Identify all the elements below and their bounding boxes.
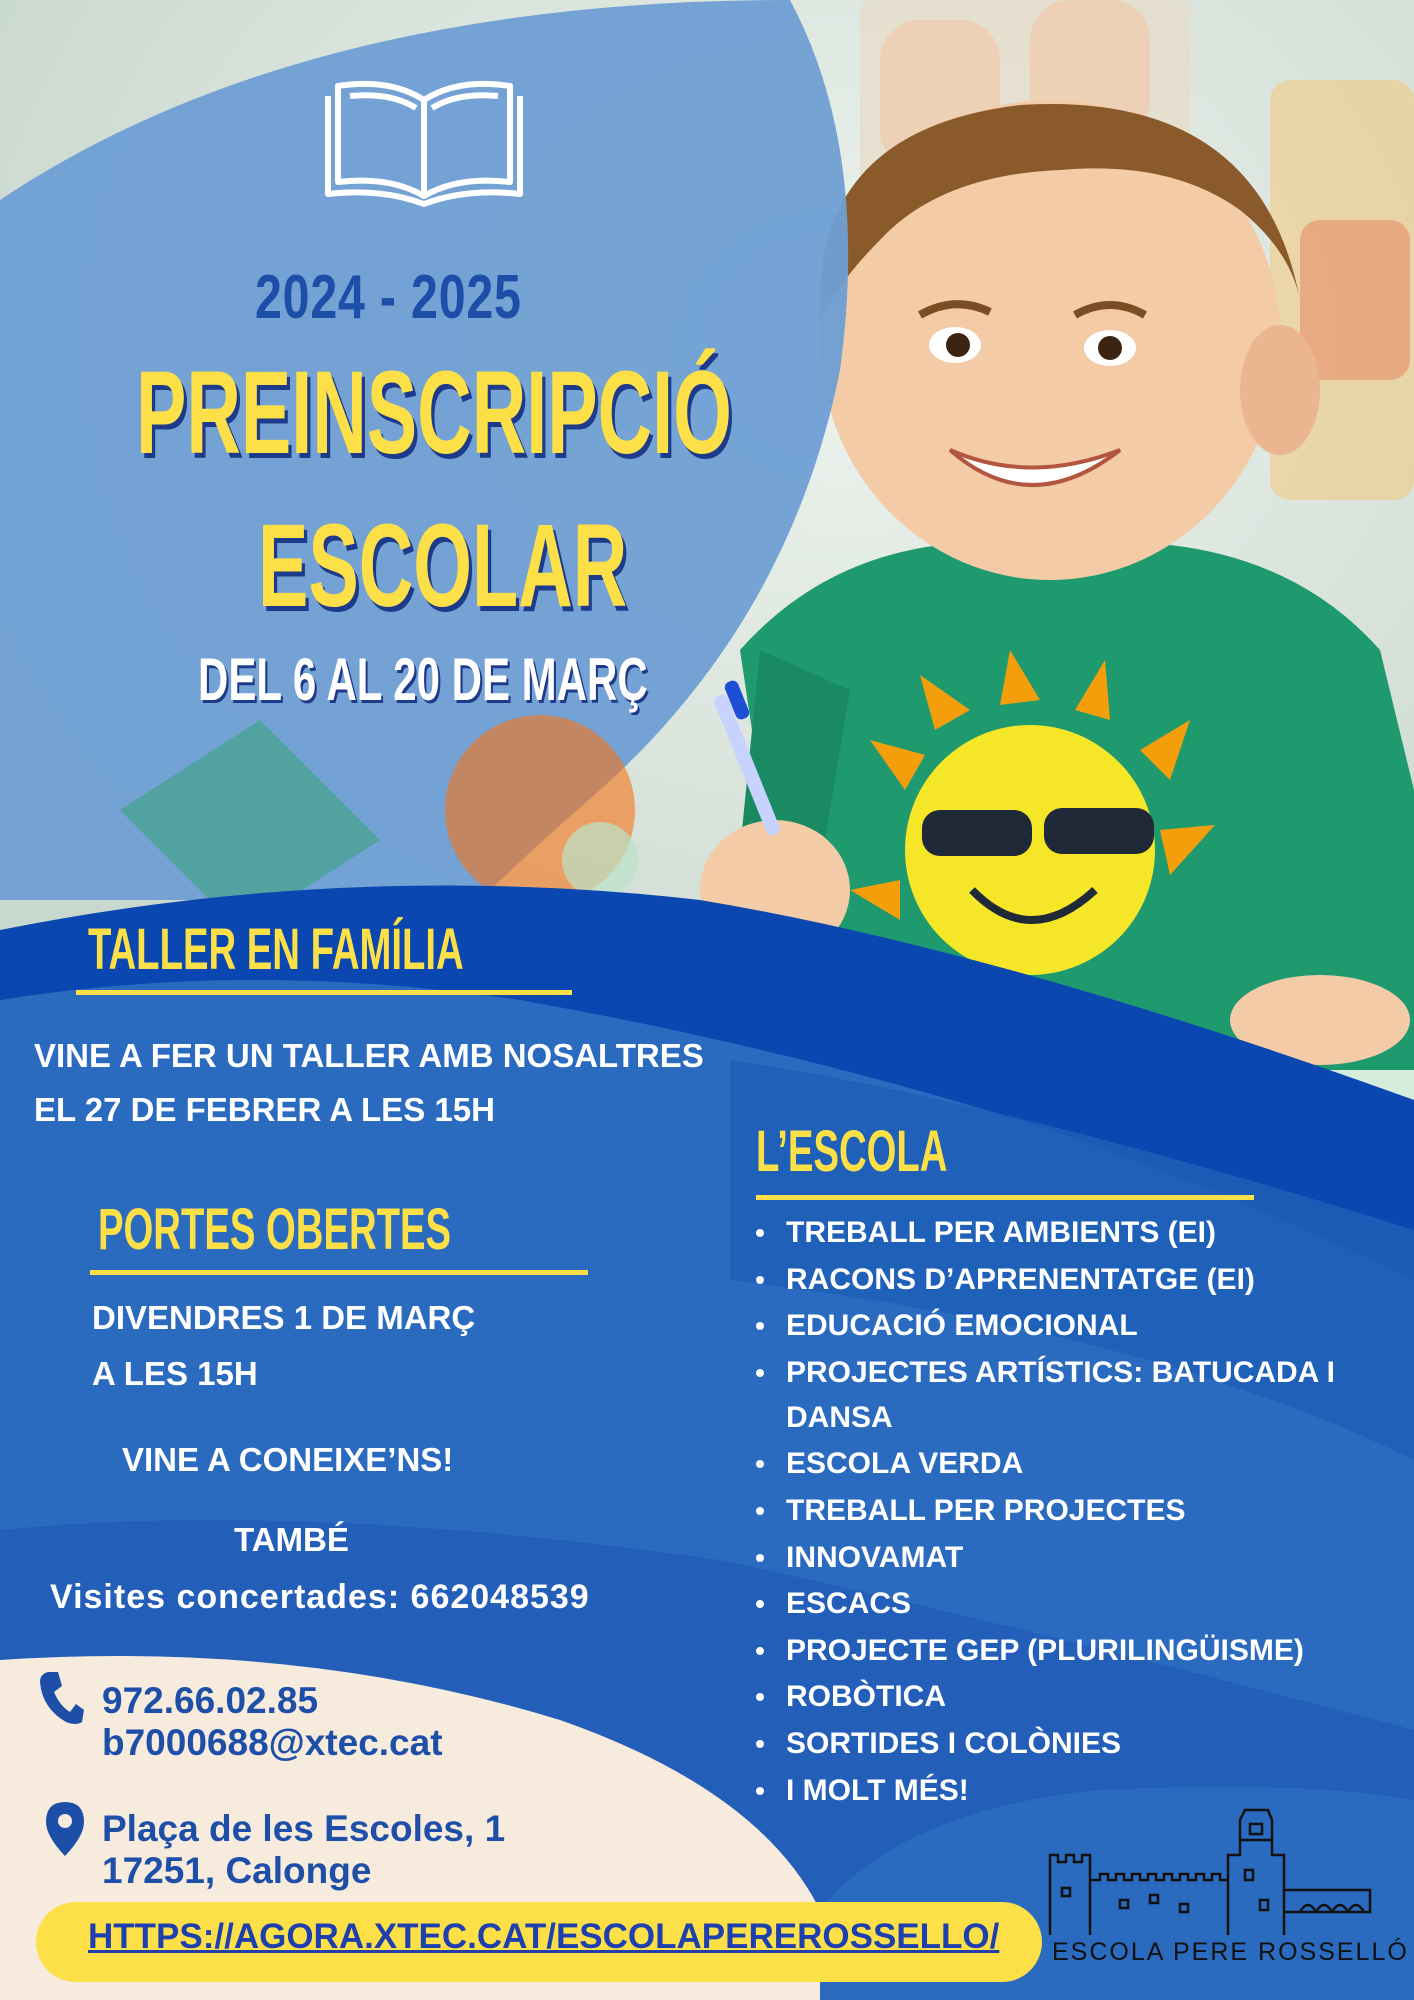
location-pin-icon <box>44 1800 86 1858</box>
address-line2: 17251, Calonge <box>102 1850 372 1891</box>
open-doors-date: DIVENDRES 1 DE MARÇ <box>92 1299 476 1336</box>
phone-icon <box>36 1668 86 1726</box>
workshop-heading: TALLER EN FAMÍLIA <box>88 917 464 982</box>
list-item: PROJECTES ARTÍSTICS: BATUCADA I DANSA <box>756 1350 1396 1440</box>
school-features-list <box>756 1210 1396 1814</box>
list-item: ROBÒTICA <box>756 1674 1396 1719</box>
list-item: TREBALL PER PROJECTES <box>756 1488 1396 1533</box>
list-item: TREBALL PER AMBIENTS (EI) <box>756 1210 1396 1255</box>
list-item: ESCOLA VERDA <box>756 1441 1396 1486</box>
open-doors-invite: VINE A CONEIXE’NS! <box>122 1441 454 1478</box>
workshop-line2: EL 27 DE FEBRER A LES 15H <box>34 1091 495 1128</box>
contact-phone[interactable]: 972.66.02.85 <box>102 1680 319 1721</box>
open-doors-time: A LES 15H <box>92 1355 258 1392</box>
list-item: I MOLT MÉS! <box>756 1768 1396 1813</box>
castle-logo-icon <box>1040 1800 1380 1935</box>
workshop-line1: VINE A FER UN TALLER AMB NOSALTRES <box>34 1037 704 1074</box>
book-icon <box>320 72 528 208</box>
school-heading: L’ESCOLA <box>756 1119 948 1184</box>
open-doors-underline <box>90 1270 588 1275</box>
list-item: PROJECTE GEP (PLURILINGÜISME) <box>756 1628 1396 1673</box>
list-item: SORTIDES I COLÒNIES <box>756 1721 1396 1766</box>
school-underline <box>756 1195 1254 1200</box>
website-link[interactable]: HTTPS://AGORA.XTEC.CAT/ESCOLAPEREROSSELLO/ <box>88 1917 1000 1956</box>
school-name: ESCOLA PERE ROSSELLÓ <box>1052 1938 1409 1966</box>
list-item: EDUCACIÓ EMOCIONAL <box>756 1303 1396 1348</box>
page-title-line1: PREINSCRIPCIÓ <box>136 347 732 479</box>
page-title-line2: ESCOLAR <box>258 500 628 632</box>
workshop-underline <box>76 990 572 995</box>
visits-phone: Visites concertades: 662048539 <box>50 1578 590 1616</box>
enrollment-dates: DEL 6 AL 20 DE MARÇ <box>198 646 648 713</box>
list-item: RACONS D’APRENENTATGE (EI) <box>756 1257 1396 1302</box>
open-doors-heading: PORTES OBERTES <box>98 1197 452 1262</box>
open-doors-also: TAMBÉ <box>234 1521 349 1558</box>
school-year: 2024 - 2025 <box>255 263 522 332</box>
address-line1: Plaça de les Escoles, 1 <box>102 1808 506 1849</box>
contact-email[interactable]: b7000688@xtec.cat <box>102 1722 443 1763</box>
list-item: INNOVAMAT <box>756 1535 1396 1580</box>
list-item: ESCACS <box>756 1581 1396 1626</box>
